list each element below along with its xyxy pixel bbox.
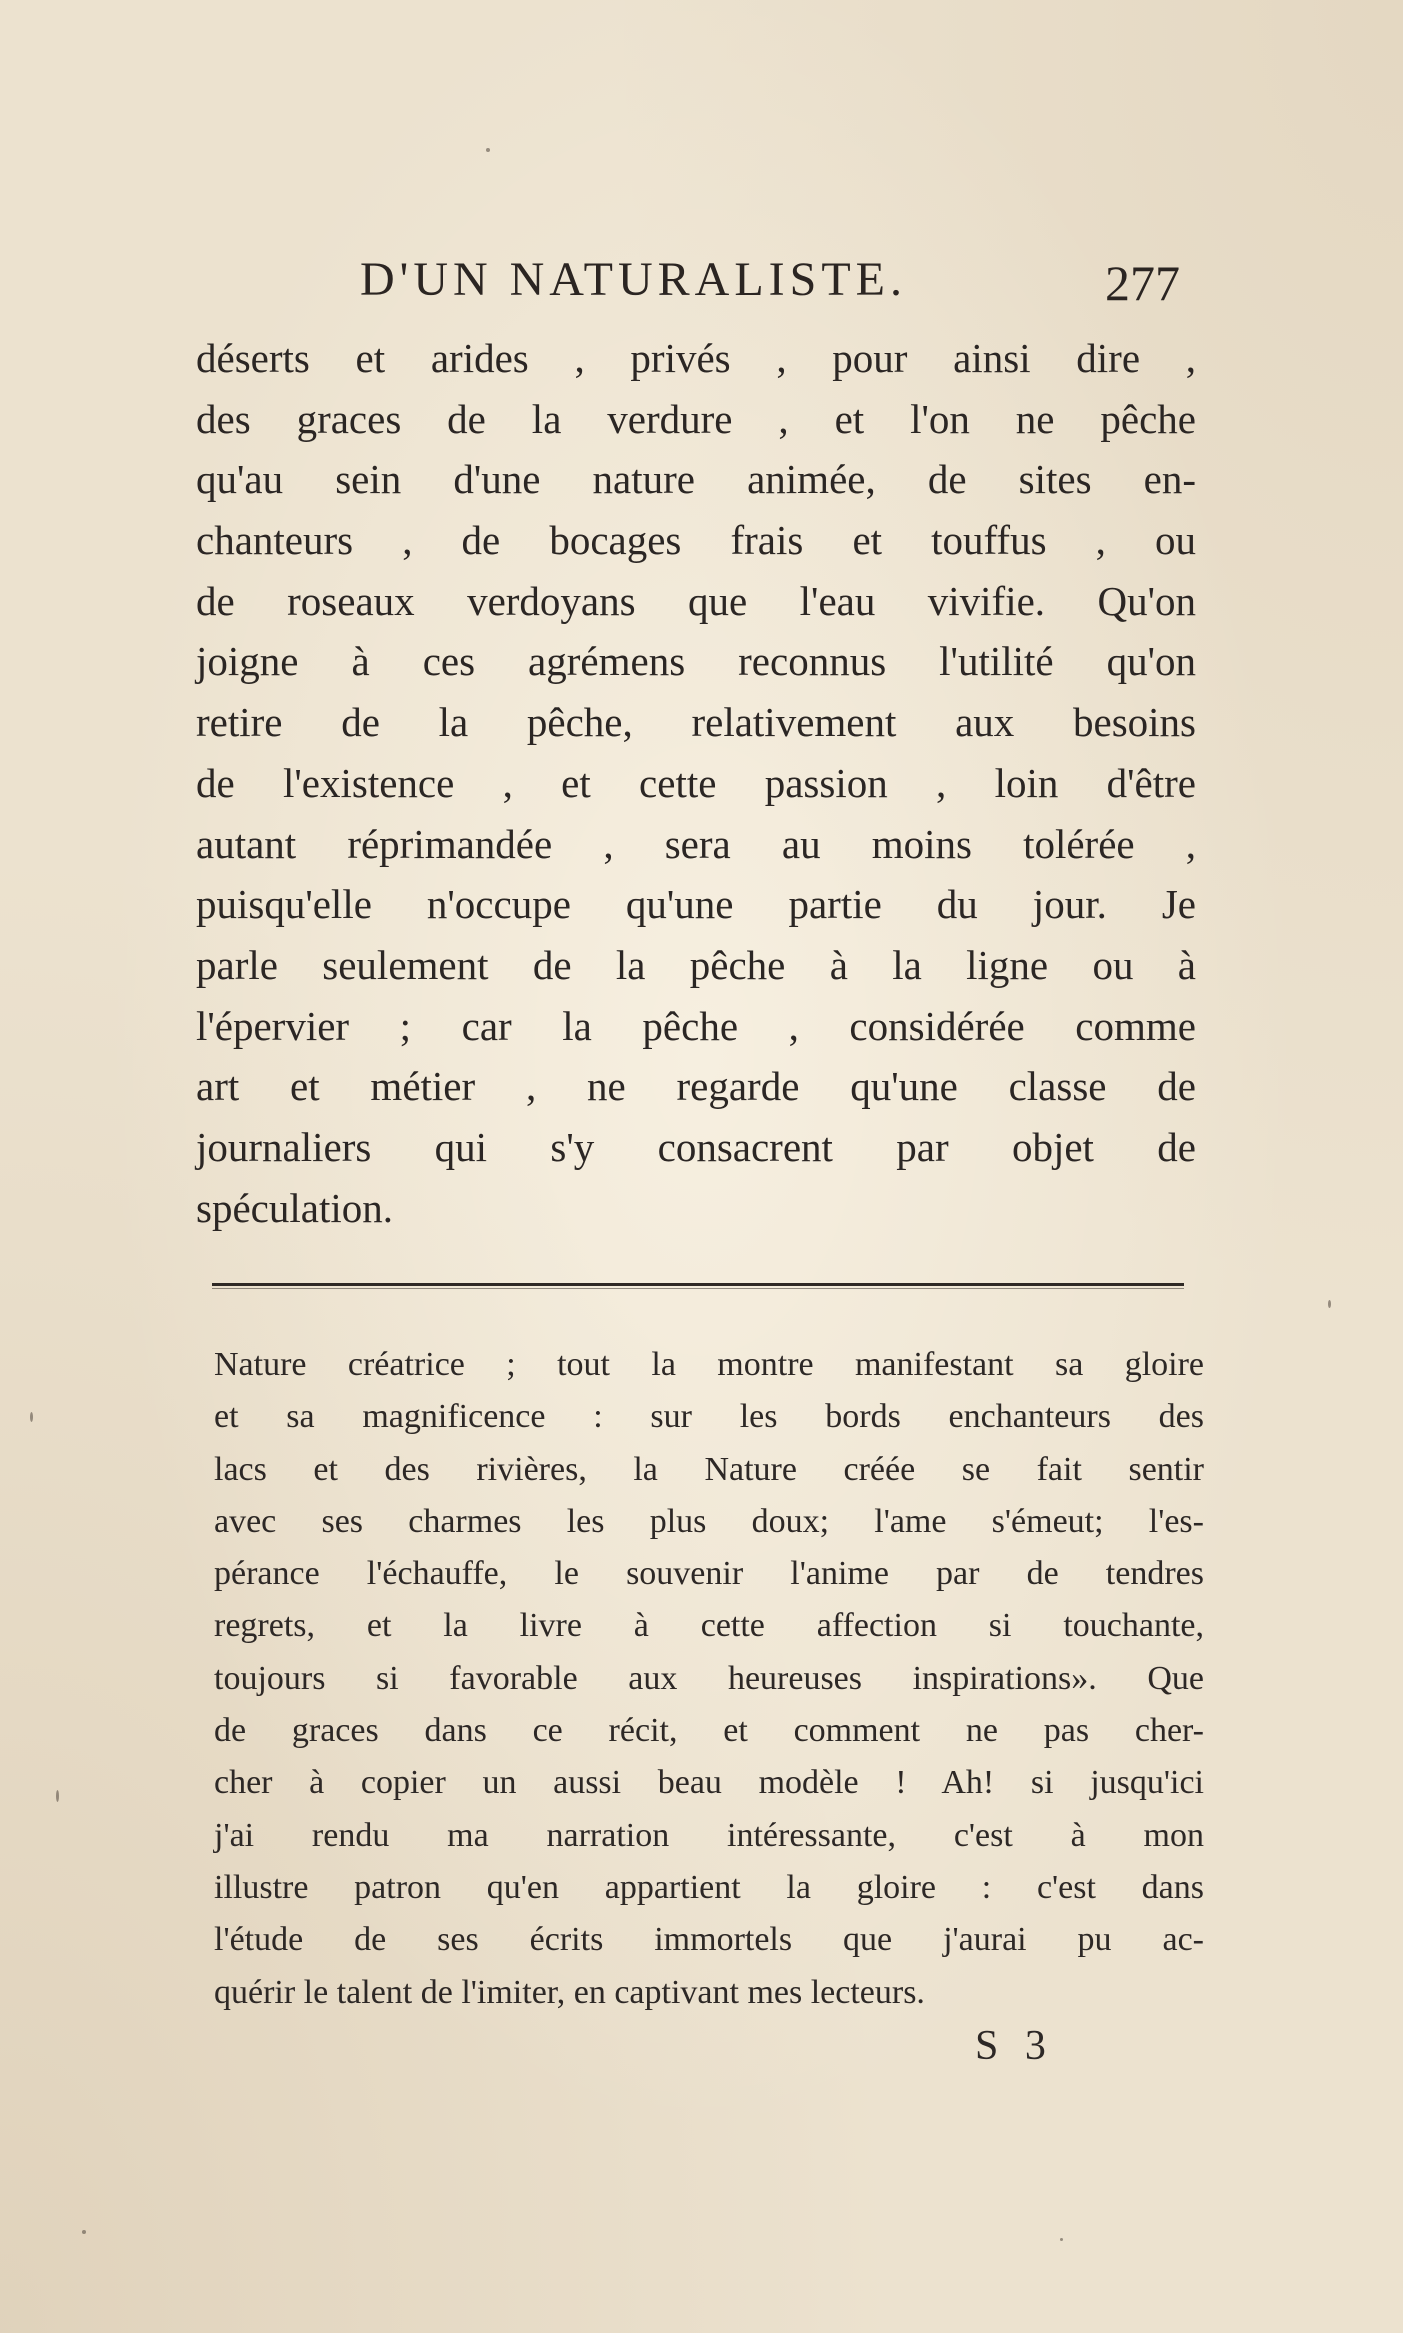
main-text-line: journaliers qui s'y consacrent par objet de [196, 1123, 1196, 1170]
main-text-line: spéculation. [196, 1184, 393, 1231]
main-text-line: joigne à ces agrémens reconnus l'utilité qu'on [196, 638, 1196, 685]
main-text-line: déserts et arides , privés , pour ainsi dire , [196, 335, 1196, 381]
footnote-line: de graces dans ce récit, et comment ne pas cher- [214, 1712, 1204, 1750]
footnote-divider-shadow [212, 1288, 1184, 1289]
footnote-line: regrets, et la livre à cette affection si touchante, [214, 1607, 1204, 1645]
signature-mark: S 3 [975, 2023, 1054, 2069]
footnote-line: cher à copier un aussi beau modèle ! Ah! si jusqu'ici [214, 1764, 1204, 1802]
footnote-line: et sa magnificence : sur les bords enchanteurs des [214, 1398, 1204, 1436]
main-text-line: autant réprimandée , sera au moins tolérée , [196, 820, 1196, 867]
footnote-line: Nature créatrice ; tout la montre manifestant sa gloire [214, 1346, 1204, 1383]
footnote-line: quérir le talent de l'imiter, en captivant mes lecteurs. [214, 1973, 925, 2011]
footnote-line: j'ai rendu ma narration intéressante, c'est à mon [214, 1816, 1204, 1854]
footnote-line: l'étude de ses écrits immortels que j'aurai pu ac- [214, 1921, 1204, 1959]
paper-speck [30, 1412, 33, 1422]
main-text-line: de l'existence , et cette passion , loin d'être [196, 759, 1196, 806]
footnote-line: lacs et des rivières, la Nature créée se fait sentir [214, 1450, 1204, 1488]
paper-speck [56, 1790, 59, 1802]
main-text-block [196, 328, 1196, 1238]
footnote-line: pérance l'échauffe, le souvenir l'anime par de tendres [214, 1555, 1204, 1593]
main-text-line: art et métier , ne regarde qu'une classe de [196, 1063, 1196, 1110]
main-text-line: chanteurs , de bocages frais et touffus , ou [196, 517, 1196, 564]
footnote-line: avec ses charmes les plus doux; l'ame s'émeut; l'es- [214, 1502, 1204, 1540]
main-text-line: parle seulement de la pêche à la ligne ou à [196, 941, 1196, 988]
footnote-block [214, 1339, 1204, 2019]
main-text-line: l'épervier ; car la pêche , considérée comme [196, 1002, 1196, 1049]
paper-speck [1060, 2238, 1063, 2241]
paper-speck [486, 148, 490, 152]
footnote-line: illustre patron qu'en appartient la gloire : c'est dans [214, 1868, 1204, 1906]
footnote-divider [212, 1283, 1184, 1286]
running-title: D'UN NATURALISTE. [360, 253, 907, 306]
footnote-line: toujours si favorable aux heureuses inspirations». Que [214, 1659, 1204, 1697]
main-text-line: qu'au sein d'une nature animée, de sites en- [196, 456, 1196, 503]
paper-speck [82, 2230, 86, 2234]
page-number: 277 [1105, 255, 1180, 311]
main-text-line: puisqu'elle n'occupe qu'une partie du jour. Je [196, 881, 1196, 928]
paper-speck [1328, 1300, 1331, 1308]
main-text-line: retire de la pêche, relativement aux besoins [196, 699, 1196, 746]
running-head [360, 252, 1180, 322]
main-text-line: de roseaux verdoyans que l'eau vivifie. Qu'on [196, 577, 1196, 624]
main-text-line: des graces de la verdure , et l'on ne pêche [196, 395, 1196, 442]
